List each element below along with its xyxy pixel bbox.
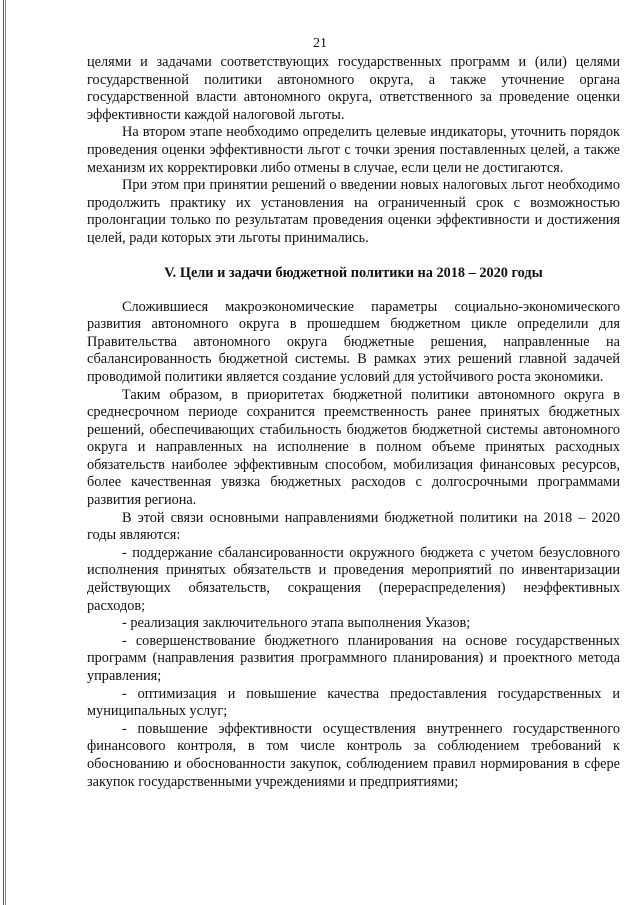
page-body	[87, 54, 620, 791]
bullet-item-5: - повышение эффективности осуществления внутреннего государственного финансового контроля, в том числе контроль за соблюдением требований к обоснованию и обоснованности закупок, соблюдением правил нормирования в сфере закупок государственными учреждениями и предприятиями;	[87, 720, 620, 790]
bullet-item-3: - совершенствование бюджетного планирования на основе государственных программ (направления развития программного планирования) и проектного метода управления;	[87, 632, 620, 684]
scan-edge-line	[3, 0, 6, 905]
page-number: 21	[313, 36, 327, 51]
bullet-item-1: - поддержание сбалансированности окружного бюджета с учетом безусловного исполнения принятых обязательств и проведения мероприятий по инвентаризации действующих обязательств, сокращения (перераспределения) неэффективных расходов;	[87, 544, 620, 614]
section-heading: V. Цели и задачи бюджетной политики на 2018 – 2020 годы	[164, 264, 543, 281]
paragraph-5: Таким образом, в приоритетах бюджетной политики автономного округа в среднесрочном периоде сохранится преемственность ранее принятых бюджетных решений, обеспечивающих стабильность бюджетов бюджетной системы автономного округа и направленных на исполнение в полном объеме принятых расходных обязательств наиболее эффективным способом, мобилизация финансовых ресурсов, более качественная увязка бюджетных расходов с долгосрочными программами развития региона.	[87, 386, 620, 509]
paragraph-1: целями и задачами соответствующих государственных программ и (или) целями государственной политики автономного округа, а также уточнение органа государственной власти автономного округа, ответственного за проведение оценки эффективности каждой налоговой льготы.	[87, 54, 620, 123]
bullet-item-4: - оптимизация и повышение качества предоставления государственных и муниципальных услуг;	[87, 685, 620, 720]
paragraph-2: На втором этапе необходимо определить целевые индикаторы, уточнить порядок проведения оценки эффективности льгот с точки зрения поставленных целей, а также механизм их корректировки либо отмены в случае, если цели не достигаются.	[87, 124, 620, 176]
paragraph-3: При этом при принятии решений о введении новых налоговых льгот необходимо продолжить практику их установления на ограниченный срок с возможностью пролонгации только по результатам проведения оценки эффективности и достижения целей, ради которых эти льготы принимались.	[87, 177, 620, 246]
paragraph-4: Сложившиеся макроэкономические параметры социально-экономического развития автономного округа в прошедшем бюджетном цикле определили для Правительства автономного округа бюджетные решения, направленные на сбалансированность бюджетной системы. В рамках этих решений главной задачей проводимой политики является создание условий для устойчивого роста экономики.	[87, 298, 620, 385]
paragraph-6: В этой связи основными направлениями бюджетной политики на 2018 – 2020 годы являются:	[87, 509, 620, 544]
bullet-item-2: - реализация заключительного этапа выполнения Указов;	[122, 615, 471, 632]
